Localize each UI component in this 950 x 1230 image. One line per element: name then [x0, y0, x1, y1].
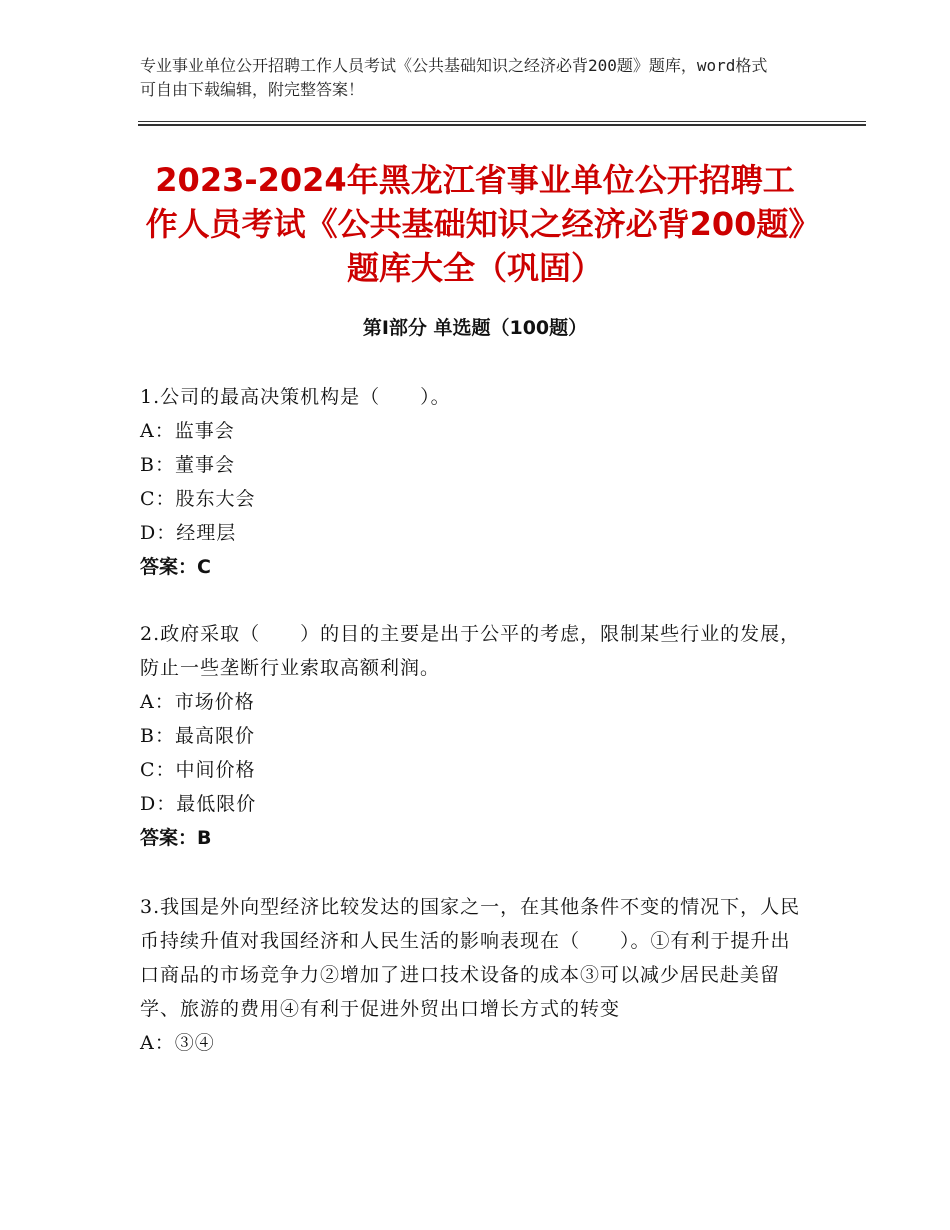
header-rule-thin: [138, 121, 866, 122]
question-2: [140, 617, 810, 855]
document-header: [140, 54, 780, 102]
header-text: 专业事业单位公开招聘工作人员考试《公共基础知识之经济必背200题》题库，word格式可自由下载编辑，附完整答案！: [140, 56, 768, 99]
option-b: B：最高限价: [140, 725, 255, 747]
question-stem: 3.我国是外向型经济比较发达的国家之一，在其他条件不变的情况下，人民币持续升值对我国经济和人民生活的影响表现在（ ）。①有利于提升出口商品的市场竞争力②增加了进口技术设备的成本③可以减少居民赴美留学、旅游的费用④有利于促进外贸出口增长方式的转变: [140, 896, 801, 1020]
option-a: A：③④: [140, 1032, 215, 1054]
option-b: B：董事会: [140, 454, 235, 476]
header-rule-thick: [138, 124, 866, 126]
question-1: [140, 380, 810, 584]
option-c: C：股东大会: [140, 488, 256, 510]
option-a: A：监事会: [140, 420, 235, 442]
option-c: C：中间价格: [140, 759, 256, 781]
option-d: D：经理层: [140, 522, 237, 544]
answer-label: 答案：B: [140, 827, 212, 849]
option-a: A：市场价格: [140, 691, 255, 713]
question-stem: 2.政府采取（ ）的目的主要是出于公平的考虑，限制某些行业的发展，防止一些垄断行业索取高额利润。: [140, 623, 801, 679]
document-title: 2023-2024年黑龙江省事业单位公开招聘工作人员考试《公共基础知识之经济必背200题》题库大全（巩固）: [145, 161, 805, 287]
section-heading: 第Ⅰ部分 单选题（100题）: [362, 317, 588, 339]
option-d: D：最低限价: [140, 793, 257, 815]
answer-label: 答案：C: [140, 556, 211, 578]
question-3: [140, 890, 810, 1060]
question-stem: 1.公司的最高决策机构是（ ）。: [140, 386, 451, 408]
